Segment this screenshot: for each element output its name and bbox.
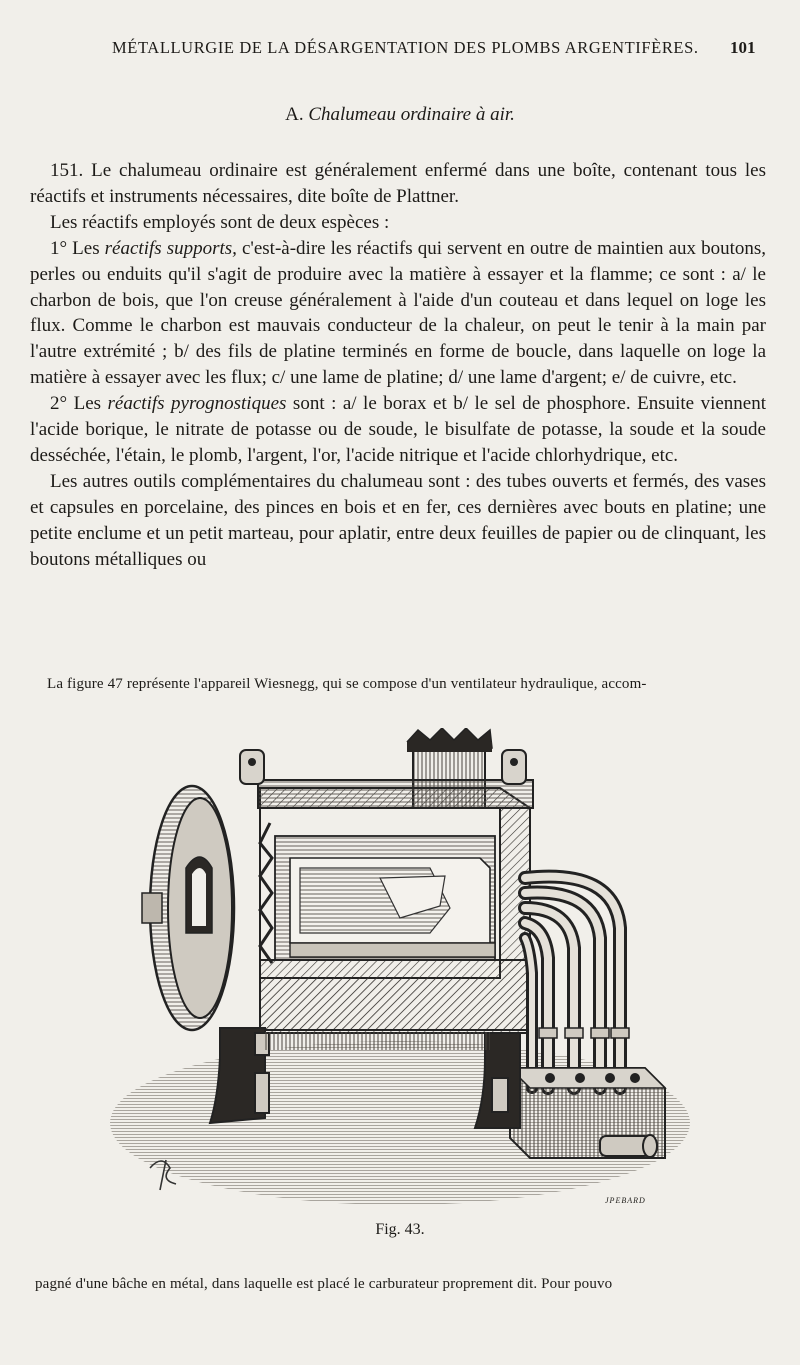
body-text — [30, 158, 766, 573]
page-number: 101 — [730, 38, 756, 57]
engraver-signature: JPEBARD — [605, 1196, 646, 1205]
paragraph-body: c'est-à-dire les réactifs qui servent en outre de maintien aux boutons, perles ou enduits qu'il s'agit de produire avec la matière à essayer et la flamme; ce sont : a/ le charbon de bois, que l'on creuse généralement à l'aide d'un couteau et dans lequel on loge les flux. Comme le charbon est mauvais conducteur de la chaleur, on peut le tenir à la main par l'autre extrémité ; b/ des fils de platine terminés en forme de boucle, dans laquelle on loge la matière à essayer avec les flux; c/ une lame de platine; d/ une lame d'argent; e/ de cuivre, etc. — [30, 237, 767, 389]
paragraph-reactifs-pyrognostiques — [30, 391, 766, 469]
paragraph-reactifs-intro: Les réactifs employés sont de deux espèces : — [50, 211, 390, 233]
running-header: MÉTALLURGIE DE LA DÉSARGENTATION DES PLOMBS ARGENTIFÈRES. — [112, 38, 699, 57]
manifold-box — [510, 1068, 665, 1158]
continuation-text: pagné d'une bâche en métal, dans laquelle est placé le carburateur proprement dit. Pour pouvo — [35, 1276, 613, 1292]
wiesnegg-apparatus-illustration — [100, 728, 700, 1208]
paragraph-outils: Les autres outils complémentaires du chalumeau sont : des tubes ouverts et fermés, des vases et capsules en porcelaine, des pinces en bois et en fer, ces dernières avec bouts en platine; une petite enclume et un petit marteau, pour aplatir, entre deux feuilles de papier ou de clinquant, les boutons métalliques ou — [30, 470, 766, 570]
section-heading — [0, 104, 800, 126]
figure-intro-text: La figure 47 représente l'appareil Wiesnegg, qui se compose d'un ventilateur hydraulique, accom- — [47, 676, 647, 692]
paragraph-reactifs-supports — [30, 236, 766, 391]
section-title: Chalumeau ordinaire à air. — [308, 104, 515, 125]
paragraph-lead: 1° Les — [50, 237, 100, 259]
underside-shadow — [265, 1032, 490, 1050]
paragraph-151: 151. Le chalumeau ordinaire est généralement enfermé dans une boîte, contenant tous les réactifs et instruments nécessaires, dite boîte de Plattner. — [30, 160, 766, 207]
pipe-collars — [539, 1028, 629, 1038]
paragraph-body: sont : a/ le borax et b/ le sel de phosphore. Ensuite viennent l'acide borique, le nitrate de potasse ou de soude, le bisulfate de potasse, la soude et la soude desséchée, l'étain, le plomb, l'argent, l'or, l'acide nitrique et l'acide chlorhydrique, etc. — [30, 393, 767, 466]
furnace-body — [240, 750, 533, 1033]
term-reactifs-pyrognostiques: réactifs pyrognostiques — [107, 393, 287, 415]
figure-caption: Fig. 43. — [375, 1221, 425, 1238]
paragraph-lead: 2° Les — [50, 393, 102, 415]
section-letter: A. — [285, 104, 304, 125]
door-disc — [142, 786, 234, 1030]
engraving-figure — [100, 728, 700, 1208]
term-reactifs-supports: réactifs supports, — [104, 237, 237, 259]
